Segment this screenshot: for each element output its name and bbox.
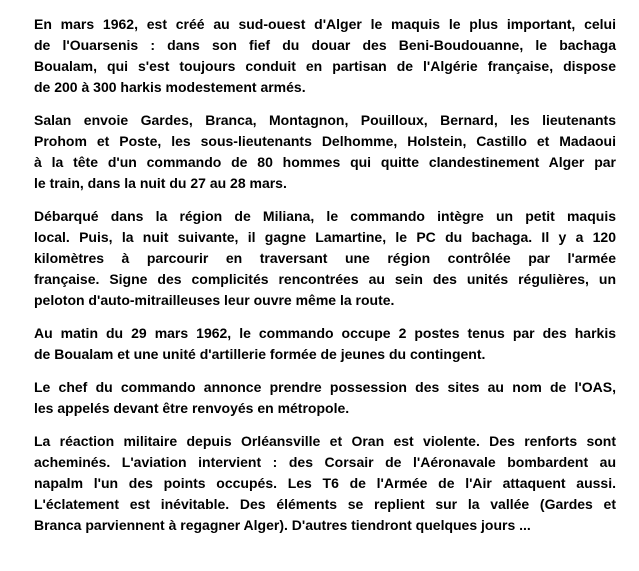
text-line: de Boualam et une unité d'artillerie formée de jeunes du contingent. (34, 346, 486, 362)
paragraph-6 (34, 431, 616, 536)
text-line: napalm l'un des points occupés. Les T6 de l'Armée de l'Air attaquent aussi. (34, 475, 616, 491)
text-line: de l'Ouarsenis : dans son fief du douar des Beni-Boudouanne, le bachaga (34, 37, 616, 53)
text-line: française. Signe des complicités rencontrées au sein des unités régulières, un (34, 271, 616, 287)
text-line: kilomètres à parcourir en traversant une région contrôlée par l'armée (34, 250, 616, 266)
text-line: à la tête d'un commando de 80 hommes qui quitte clandestinement Alger par (34, 154, 616, 170)
text-line: L'éclatement est inévitable. Des éléments se replient sur la vallée (Gardes et (34, 496, 616, 512)
text-line: En mars 1962, est créé au sud-ouest d'Alger le maquis le plus important, celui (34, 16, 616, 32)
text-line: local. Puis, la nuit suivante, il gagne Lamartine, le PC du bachaga. Il y a 120 (34, 229, 616, 245)
document-body (34, 14, 616, 548)
text-line: de 200 à 300 harkis modestement armés. (34, 79, 306, 95)
text-line: les appelés devant être renvoyés en métropole. (34, 400, 350, 416)
text-line: Débarqué dans la région de Miliana, le commando intègre un petit maquis (34, 208, 616, 224)
text-line: acheminés. L'aviation intervient : des Corsair de l'Aéronavale bombardent au (34, 454, 616, 470)
text-line: Au matin du 29 mars 1962, le commando occupe 2 postes tenus par des harkis (34, 325, 616, 341)
paragraph-4 (34, 323, 616, 365)
text-line: La réaction militaire depuis Orléansville et Oran est violente. Des renforts sont (34, 433, 616, 449)
text-line: Salan envoie Gardes, Branca, Montagnon, Pouilloux, Bernard, les lieutenants (34, 112, 616, 128)
paragraph-2 (34, 110, 616, 194)
text-line: Prohom et Poste, les sous-lieutenants Delhomme, Holstein, Castillo et Madaoui (34, 133, 616, 149)
paragraph-3 (34, 206, 616, 311)
text-line: le train, dans la nuit du 27 au 28 mars. (34, 175, 287, 191)
paragraph-1 (34, 14, 616, 98)
text-line: Boualam, qui s'est toujours conduit en partisan de l'Algérie française, dispose (34, 58, 616, 74)
text-line: peloton d'auto-mitrailleuses leur ouvre même la route. (34, 292, 395, 308)
text-line: Le chef du commando annonce prendre possession des sites au nom de l'OAS, (34, 379, 616, 395)
text-line: Branca parviennent à regagner Alger). D'autres tiendront quelques jours ... (34, 517, 531, 533)
paragraph-5 (34, 377, 616, 419)
